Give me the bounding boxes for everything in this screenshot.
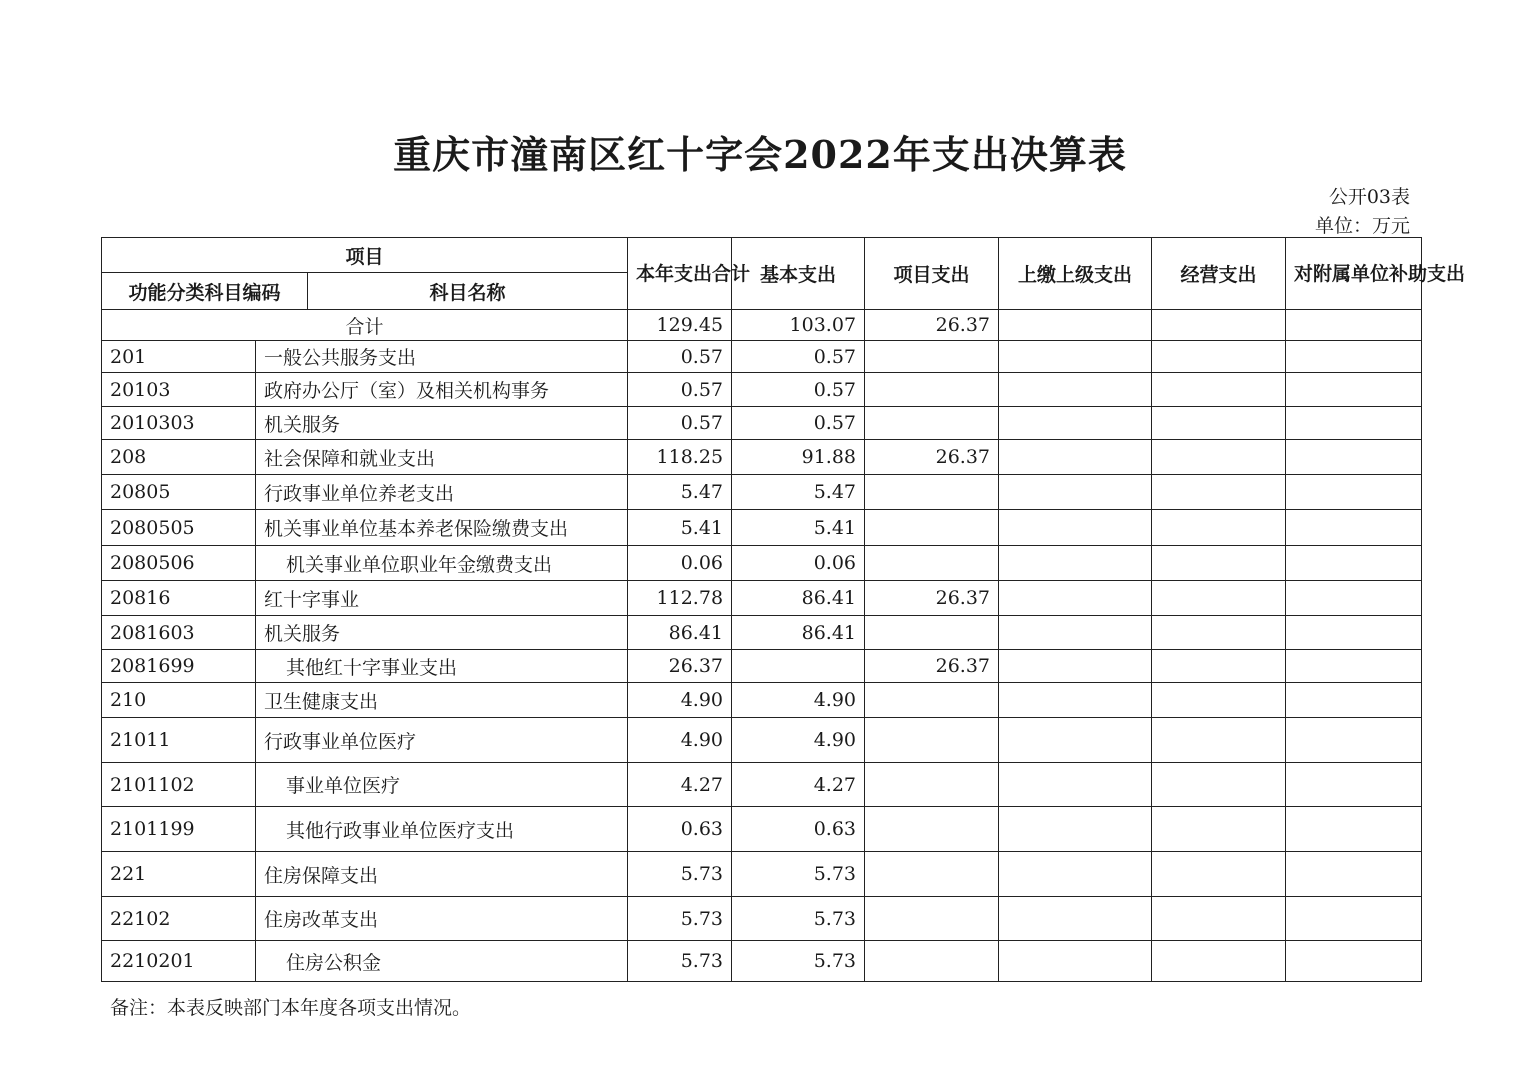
subject-code: 2080506: [102, 546, 256, 581]
cell-project: [865, 763, 999, 807]
total-business: [1152, 310, 1286, 341]
cell-total: 0.57: [628, 341, 732, 373]
subject-name: 住房保障支出: [256, 852, 628, 897]
total-label: 合计: [102, 310, 628, 341]
cell-superior: [999, 510, 1152, 546]
cell-subsidiary: [1286, 941, 1422, 982]
total-superior: [999, 310, 1152, 341]
total-project: 26.37: [865, 310, 999, 341]
table-row: [102, 718, 1422, 763]
subject-name: 其他红十字事业支出: [256, 650, 628, 683]
table-row: [102, 440, 1422, 475]
cell-subsidiary: [1286, 475, 1422, 510]
cell-subsidiary: [1286, 373, 1422, 407]
cell-total: 5.73: [628, 941, 732, 982]
table-row: [102, 407, 1422, 440]
subject-code: 201: [102, 341, 256, 373]
cell-project: [865, 373, 999, 407]
subject-name: 社会保障和就业支出: [256, 440, 628, 475]
cell-basic: 86.41: [732, 581, 865, 616]
cell-superior: [999, 373, 1152, 407]
table-row: [102, 581, 1422, 616]
subject-name: 其他行政事业单位医疗支出: [256, 807, 628, 852]
footnote: 备注：本表反映部门本年度各项支出情况。: [110, 997, 472, 1019]
cell-superior: [999, 941, 1152, 982]
cell-superior: [999, 650, 1152, 683]
table-row: [102, 475, 1422, 510]
subject-name: 机关事业单位职业年金缴费支出: [256, 546, 628, 581]
cell-basic: 5.41: [732, 510, 865, 546]
cell-subsidiary: [1286, 341, 1422, 373]
cell-basic: 0.57: [732, 407, 865, 440]
cell-project: [865, 718, 999, 763]
total-total: 129.45: [628, 310, 732, 341]
unit-label: 单位：万元: [1314, 215, 1410, 237]
subject-name: 事业单位医疗: [256, 763, 628, 807]
header-total: 本年支出合计: [628, 238, 732, 310]
subject-code: 2010303: [102, 407, 256, 440]
subject-code: 2081699: [102, 650, 256, 683]
subject-name: 机关事业单位基本养老保险缴费支出: [256, 510, 628, 546]
cell-project: [865, 341, 999, 373]
cell-subsidiary: [1286, 897, 1422, 941]
cell-total: 5.41: [628, 510, 732, 546]
cell-superior: [999, 683, 1152, 718]
subject-code: 2081603: [102, 616, 256, 650]
subject-name: 住房公积金: [256, 941, 628, 982]
cell-business: [1152, 650, 1286, 683]
table-row: [102, 341, 1422, 373]
total-basic: 103.07: [732, 310, 865, 341]
cell-total: 5.47: [628, 475, 732, 510]
subject-code: 2101102: [102, 763, 256, 807]
subject-name: 机关服务: [256, 407, 628, 440]
cell-superior: [999, 616, 1152, 650]
cell-total: 5.73: [628, 852, 732, 897]
cell-superior: [999, 546, 1152, 581]
cell-basic: 86.41: [732, 616, 865, 650]
cell-business: [1152, 616, 1286, 650]
cell-business: [1152, 440, 1286, 475]
cell-total: 4.90: [628, 683, 732, 718]
cell-project: [865, 475, 999, 510]
cell-project: [865, 510, 999, 546]
cell-basic: 4.27: [732, 763, 865, 807]
table-row: [102, 546, 1422, 581]
table-row: [102, 807, 1422, 852]
cell-subsidiary: [1286, 852, 1422, 897]
cell-subsidiary: [1286, 616, 1422, 650]
cell-project: [865, 852, 999, 897]
total-row: [102, 310, 1422, 341]
cell-project: 26.37: [865, 581, 999, 616]
subject-code: 20816: [102, 581, 256, 616]
cell-project: [865, 616, 999, 650]
table-row: [102, 650, 1422, 683]
cell-basic: 4.90: [732, 718, 865, 763]
subject-code: 2080505: [102, 510, 256, 546]
cell-basic: 5.73: [732, 897, 865, 941]
table-row: [102, 763, 1422, 807]
cell-basic: 5.73: [732, 852, 865, 897]
cell-business: [1152, 341, 1286, 373]
cell-subsidiary: [1286, 440, 1422, 475]
cell-subsidiary: [1286, 807, 1422, 852]
subject-name: 卫生健康支出: [256, 683, 628, 718]
header-basic: 基本支出: [732, 238, 865, 310]
cell-business: [1152, 475, 1286, 510]
header-superior: 上缴上级支出: [999, 238, 1152, 310]
header-code: 功能分类科目编码: [102, 273, 308, 310]
cell-business: [1152, 718, 1286, 763]
cell-project: [865, 683, 999, 718]
cell-superior: [999, 718, 1152, 763]
cell-basic: 0.57: [732, 373, 865, 407]
subject-name: 住房改革支出: [256, 897, 628, 941]
subject-code: 21011: [102, 718, 256, 763]
cell-total: 0.63: [628, 807, 732, 852]
table-row: [102, 897, 1422, 941]
subject-code: 2210201: [102, 941, 256, 982]
subject-code: 20103: [102, 373, 256, 407]
cell-business: [1152, 897, 1286, 941]
subject-code: 210: [102, 683, 256, 718]
cell-project: [865, 897, 999, 941]
cell-basic: 91.88: [732, 440, 865, 475]
subject-code: 208: [102, 440, 256, 475]
cell-superior: [999, 407, 1152, 440]
cell-business: [1152, 407, 1286, 440]
cell-basic: 5.73: [732, 941, 865, 982]
table-row: [102, 373, 1422, 407]
table-row: [102, 852, 1422, 897]
cell-business: [1152, 941, 1286, 982]
subject-code: 20805: [102, 475, 256, 510]
cell-superior: [999, 807, 1152, 852]
cell-subsidiary: [1286, 510, 1422, 546]
cell-basic: [732, 650, 865, 683]
cell-superior: [999, 897, 1152, 941]
cell-total: 0.06: [628, 546, 732, 581]
header-subsidiary: 对附属单位补助支出: [1286, 238, 1422, 310]
cell-superior: [999, 581, 1152, 616]
cell-total: 26.37: [628, 650, 732, 683]
header-project: 项目: [102, 238, 628, 273]
cell-project: [865, 407, 999, 440]
cell-total: 112.78: [628, 581, 732, 616]
cell-subsidiary: [1286, 718, 1422, 763]
cell-project: [865, 546, 999, 581]
header-project-expenditure: 项目支出: [865, 238, 999, 310]
expenditure-table: [101, 237, 1466, 982]
cell-superior: [999, 475, 1152, 510]
table-row: [102, 510, 1422, 546]
cell-business: [1152, 683, 1286, 718]
cell-business: [1152, 510, 1286, 546]
cell-project: [865, 807, 999, 852]
cell-superior: [999, 763, 1152, 807]
table-row: [102, 683, 1422, 718]
cell-business: [1152, 373, 1286, 407]
subject-name: 机关服务: [256, 616, 628, 650]
cell-subsidiary: [1286, 683, 1422, 718]
subject-name: 红十字事业: [256, 581, 628, 616]
cell-project: 26.37: [865, 650, 999, 683]
cell-business: [1152, 581, 1286, 616]
cell-subsidiary: [1286, 581, 1422, 616]
cell-business: [1152, 546, 1286, 581]
cell-basic: 0.06: [732, 546, 865, 581]
cell-subsidiary: [1286, 407, 1422, 440]
page-title: 重庆市潼南区红十字会2022年支出决算表: [393, 132, 1127, 177]
table-code: 公开03表: [1328, 186, 1410, 208]
total-subsidiary: [1286, 310, 1422, 341]
subject-name: 行政事业单位养老支出: [256, 475, 628, 510]
cell-business: [1152, 763, 1286, 807]
cell-total: 4.27: [628, 763, 732, 807]
subject-code: 22102: [102, 897, 256, 941]
cell-basic: 4.90: [732, 683, 865, 718]
header-business: 经营支出: [1152, 238, 1286, 310]
subject-name: 政府办公厅（室）及相关机构事务: [256, 373, 628, 407]
subject-code: 221: [102, 852, 256, 897]
cell-basic: 0.63: [732, 807, 865, 852]
cell-total: 118.25: [628, 440, 732, 475]
cell-basic: 0.57: [732, 341, 865, 373]
cell-business: [1152, 852, 1286, 897]
cell-superior: [999, 341, 1152, 373]
cell-basic: 5.47: [732, 475, 865, 510]
cell-superior: [999, 852, 1152, 897]
header-name: 科目名称: [308, 273, 628, 310]
subject-name: 一般公共服务支出: [256, 341, 628, 373]
subject-code: 2101199: [102, 807, 256, 852]
table-row: [102, 616, 1422, 650]
table-row: [102, 941, 1422, 982]
cell-subsidiary: [1286, 546, 1422, 581]
cell-superior: [999, 440, 1152, 475]
cell-project: 26.37: [865, 440, 999, 475]
cell-total: 4.90: [628, 718, 732, 763]
cell-project: [865, 941, 999, 982]
cell-subsidiary: [1286, 650, 1422, 683]
cell-subsidiary: [1286, 763, 1422, 807]
subject-name: 行政事业单位医疗: [256, 718, 628, 763]
cell-total: 5.73: [628, 897, 732, 941]
cell-total: 86.41: [628, 616, 732, 650]
cell-business: [1152, 807, 1286, 852]
cell-total: 0.57: [628, 373, 732, 407]
cell-total: 0.57: [628, 407, 732, 440]
